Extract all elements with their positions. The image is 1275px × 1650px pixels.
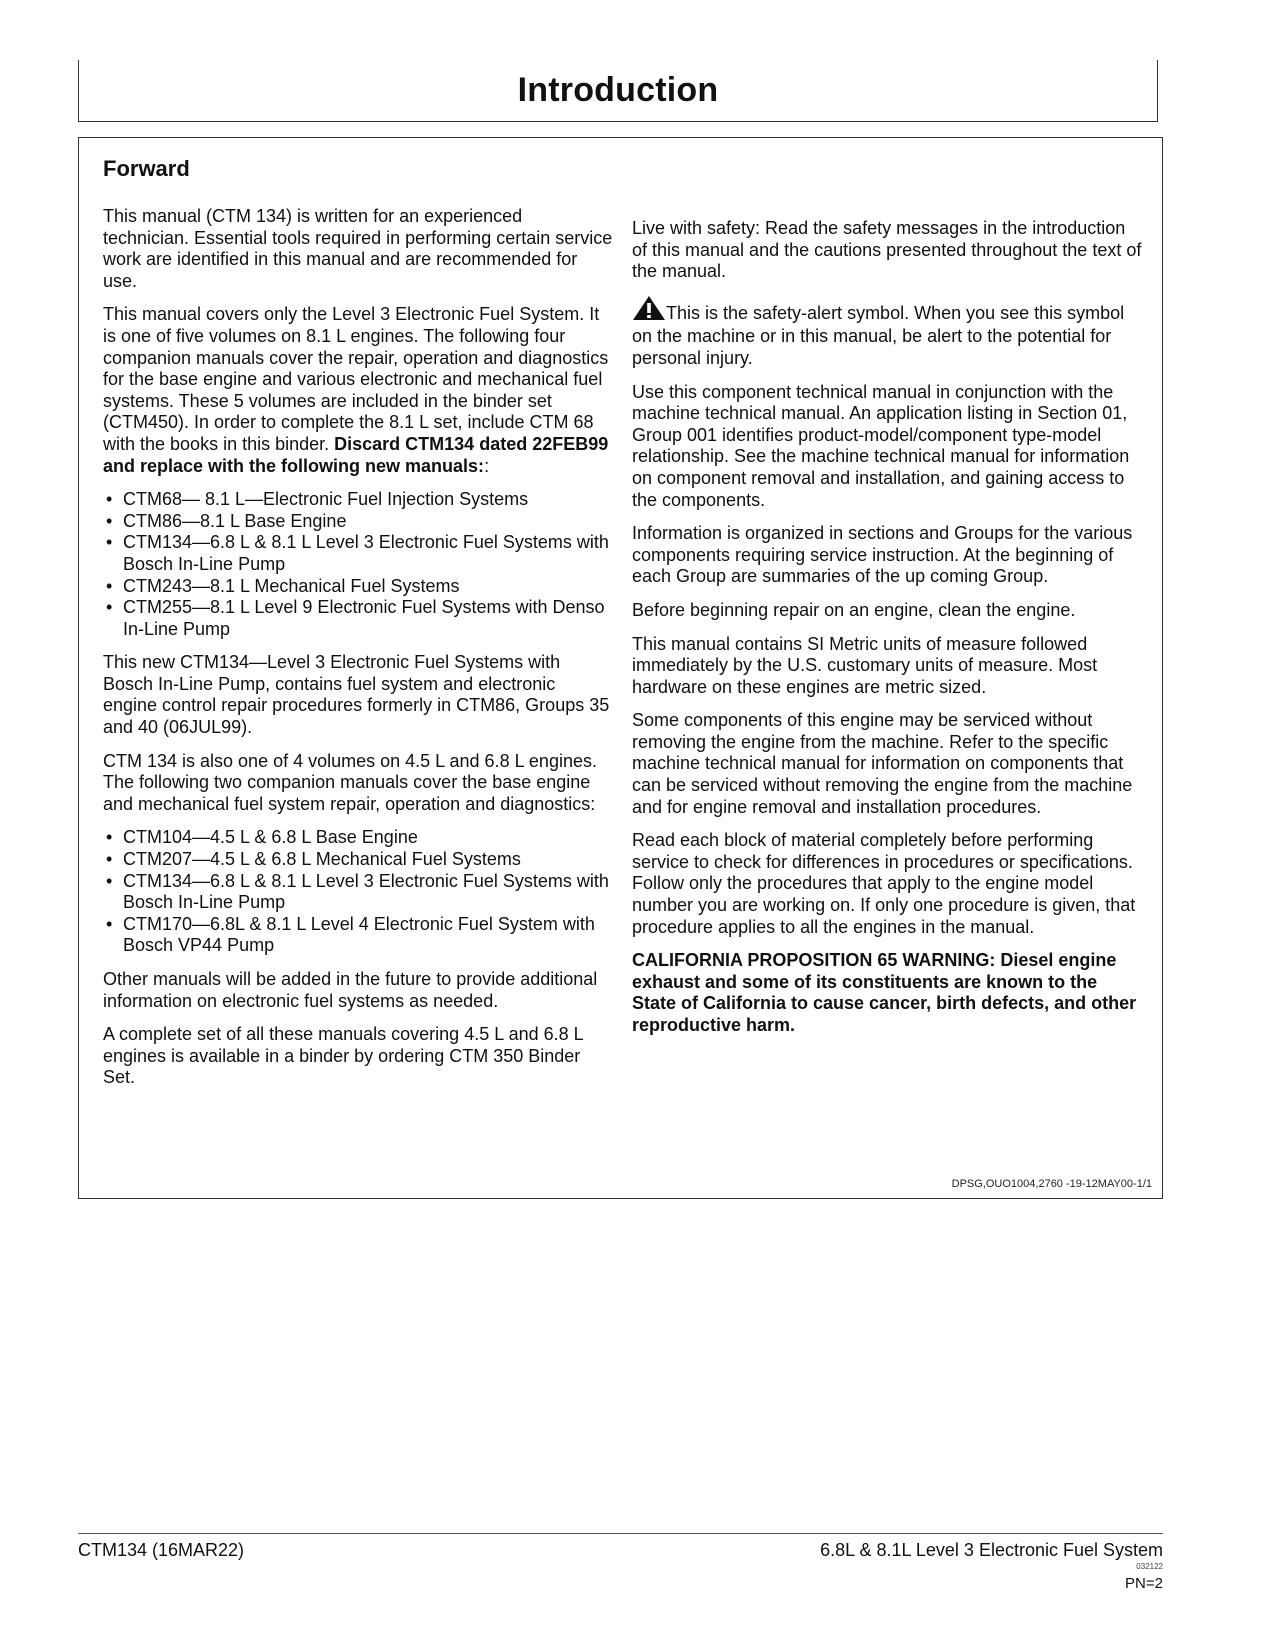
list-item: • CTM255—8.1 L Level 9 Electronic Fuel Systems with Denso In-Line Pump [103,597,613,640]
paragraph: Live with safety: Read the safety messages in the introduction of this manual and the cautions presented throughout the text of the manual. [632,218,1142,282]
footer-divider [78,1533,1163,1534]
paragraph [103,304,613,477]
prop65-warning: CALIFORNIA PROPOSITION 65 WARNING: Diesel engine exhaust and some of its constituents are known to the State of California to cause cancer, birth defects, and other reproductive harm. [632,950,1137,1035]
list-item: • CTM134—6.8 L & 8.1 L Level 3 Electronic Fuel Systems with Bosch In-Line Pump [103,532,613,575]
footer-manual-title: 6.8L & 8.1L Level 3 Electronic Fuel System [820,1540,1163,1560]
paragraph-text: This is the safety-alert symbol. When you see this symbol on the machine or in this manual, be alert to the potential for personal injury. [632,302,1125,368]
manual-list-8-1 [103,489,613,640]
safety-alert-paragraph [632,295,1142,370]
warning-triangle-icon [632,295,666,327]
right-column [632,218,1142,1049]
header-title-box [78,60,1158,122]
footer-small-code: 032122 [1136,1562,1163,1571]
paragraph: A complete set of all these manuals covering 4.5 L and 6.8 L engines is available in a binder by ordering CTM 350 Binder Set. [103,1024,583,1088]
paragraph-text: This manual covers only the Level 3 Electronic Fuel System. It is one of five volumes on 8.1 L engines. The following four companion manuals cover the repair, operation and diagnostics for the base engine and various electronic and mechanical fuel systems. These 5 volumes are included in the binder set (CTM450). In order to complete the 8.1 L set, include CTM 68 with the books in this binder. [103,304,609,454]
discard-notice: Discard CTM134 dated 22FEB99 and replace with the following new manuals: [103,433,609,476]
paragraph: Information is organized in sections and Groups for the various components requiring service instruction. At the beginning of each Group are summaries of the up coming Group. [632,523,1133,587]
list-item: • CTM207—4.5 L & 6.8 L Mechanical Fuel Systems [103,849,613,871]
paragraph: Use this component technical manual in conjunction with the machine technical manual. An application listing in Section 01, Group 001 identifies product-model/component type-model relationship. See the machine technical manual for information on component removal and installation, and gaining access to the components. [632,381,1130,510]
document-code: DPSG,OUO1004,2760 -19-12MAY00-1/1 [951,1178,1152,1190]
paragraph: This manual contains SI Metric units of measure followed immediately by the U.S. customary units of measure. Most hardware on these engines are metric sized. [632,633,1098,697]
forward-section [78,137,1163,1199]
list-item: • CTM170—6.8L & 8.1 L Level 4 Electronic Fuel System with Bosch VP44 Pump [103,914,613,957]
paragraph: This manual (CTM 134) is written for an experienced technician. Essential tools required in performing certain service work are identified in this manual and are recommended for use. [103,206,613,291]
list-item: • CTM104—4.5 L & 6.8 L Base Engine [103,827,613,849]
page-number: PN=2 [1125,1575,1163,1592]
left-column [103,206,613,1101]
footer-manual-id: CTM134 (16MAR22) [78,1540,245,1560]
list-item: • CTM134—6.8 L & 8.1 L Level 3 Electronic Fuel Systems with Bosch In-Line Pump [103,871,613,914]
paragraph: Before beginning repair on an engine, clean the engine. [632,599,1076,620]
paragraph: This new CTM134—Level 3 Electronic Fuel Systems with Bosch In-Line Pump, contains fuel system and electronic engine control repair procedures formerly in CTM86, Groups 35 and 40 (06JUL99). [103,652,610,738]
page-title: Introduction [517,71,719,109]
paragraph: Other manuals will be added in the future to provide additional information on electronic fuel systems as needed. [103,969,598,1011]
list-item: • CTM243—8.1 L Mechanical Fuel Systems [103,576,613,598]
list-item: • CTM68— 8.1 L—Electronic Fuel Injection Systems [103,489,613,511]
paragraph: CTM 134 is also one of 4 volumes on 4.5 L and 6.8 L engines. The following two companion manuals cover the base engine and mechanical fuel system repair, operation and diagnostics: [103,750,597,814]
section-heading: Forward [103,156,190,181]
list-item: • CTM86—8.1 L Base Engine [103,511,613,533]
manual-list-4-5-6-8 [103,827,613,957]
paragraph-tail: : [484,455,490,476]
paragraph: Some components of this engine may be serviced without removing the engine from the machine. Refer to the specific machine technical manual for information on components that can be serviced without removing the engine from the machine and for engine removal and installation procedures. [632,710,1133,817]
paragraph: Read each block of material completely before performing service to check for differences in procedures or specifications. Follow only the procedures that apply to the engine model number you are working on. If only one procedure is given, that procedure applies to all the engines in the manual. [632,830,1136,937]
